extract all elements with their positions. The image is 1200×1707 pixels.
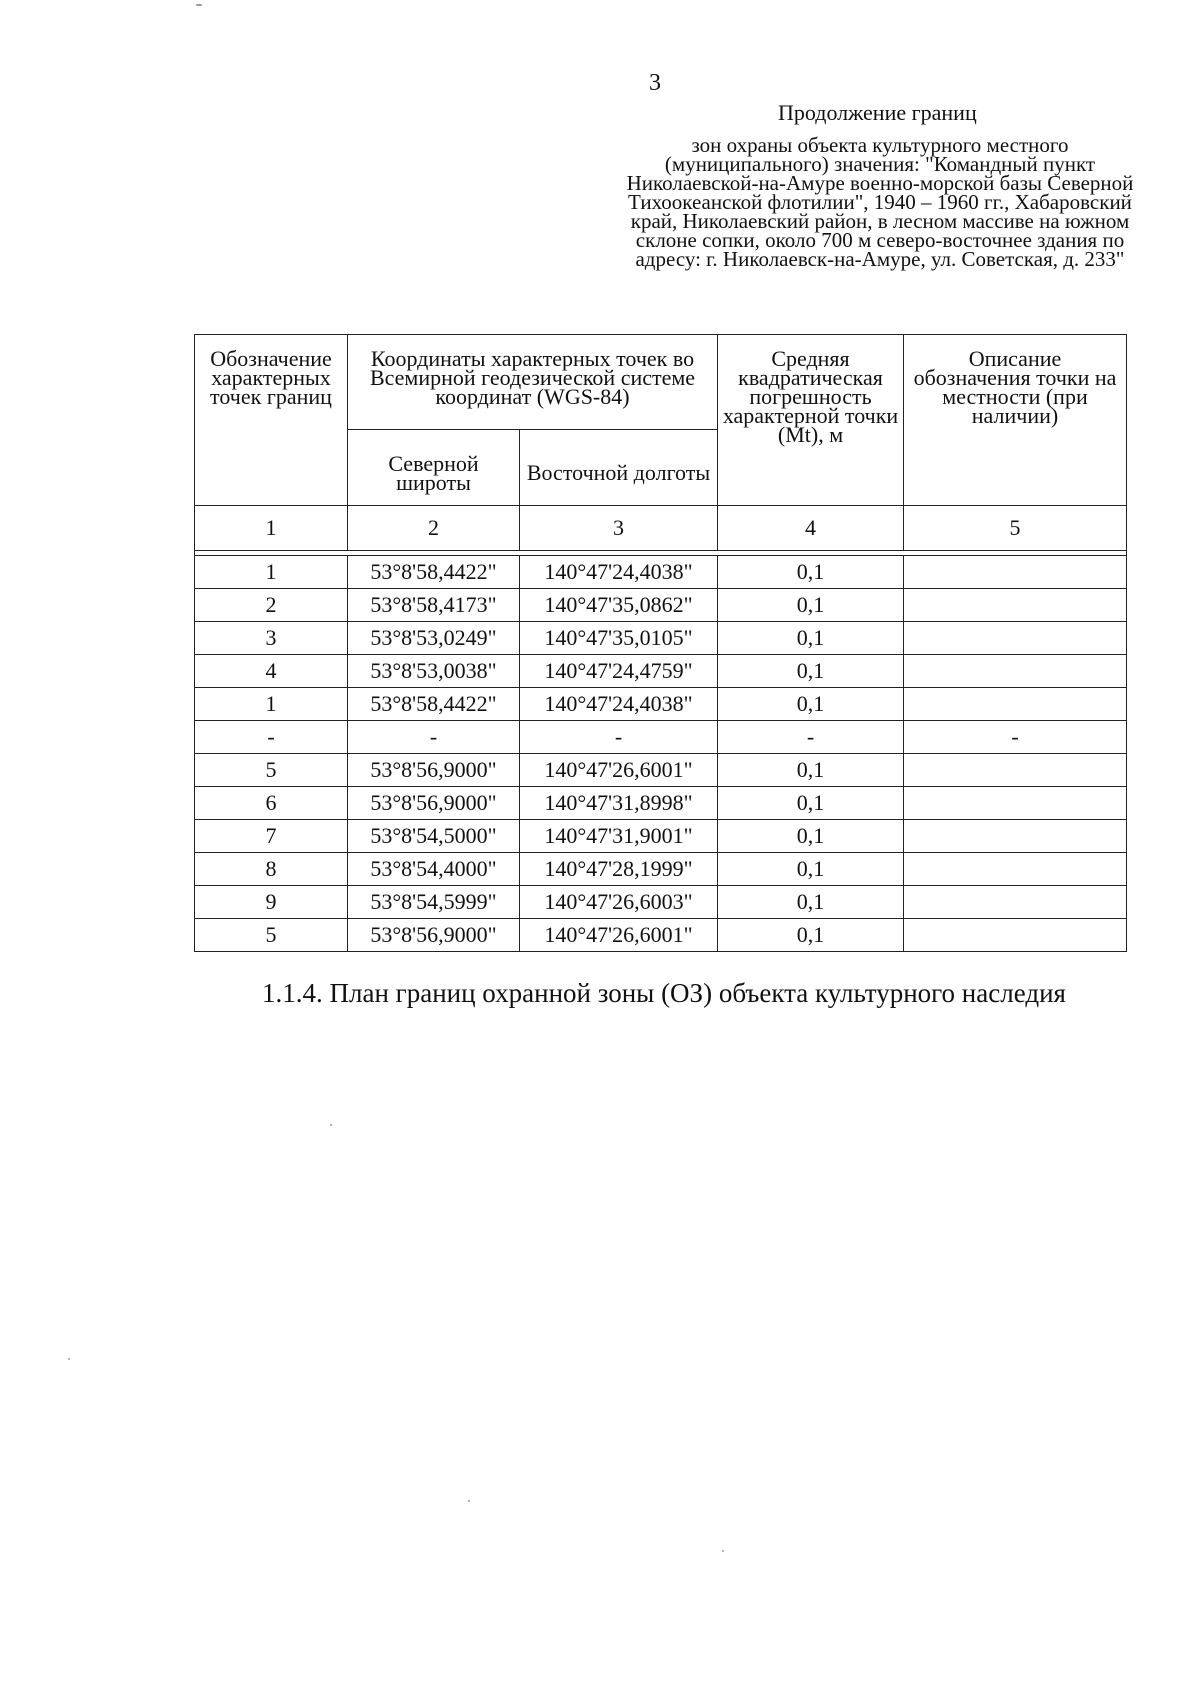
latitude-cell: 53°8'53,0038" bbox=[348, 655, 520, 688]
latitude-cell: 53°8'58,4422" bbox=[348, 556, 520, 589]
description-cell bbox=[904, 919, 1127, 952]
error-cell: 0,1 bbox=[718, 886, 904, 919]
point-id: 3 bbox=[195, 622, 348, 655]
column-number: 2 bbox=[348, 506, 520, 551]
point-id: 2 bbox=[195, 589, 348, 622]
column-number: 3 bbox=[520, 506, 718, 551]
point-id: 7 bbox=[195, 820, 348, 853]
latitude-cell: 53°8'54,5000" bbox=[348, 820, 520, 853]
latitude-cell: 53°8'54,5999" bbox=[348, 886, 520, 919]
description-cell bbox=[904, 688, 1127, 721]
scan-speck bbox=[722, 1550, 724, 1552]
latitude-cell: 53°8'56,9000" bbox=[348, 787, 520, 820]
error-cell: 0,1 bbox=[718, 688, 904, 721]
table-row bbox=[195, 820, 1127, 853]
latitude-cell: 53°8'56,9000" bbox=[348, 919, 520, 952]
error-cell: 0,1 bbox=[718, 655, 904, 688]
error-cell: 0,1 bbox=[718, 754, 904, 787]
longitude-cell: 140°47'35,0105" bbox=[520, 622, 718, 655]
description-cell bbox=[904, 622, 1127, 655]
latitude-cell: 53°8'56,9000" bbox=[348, 754, 520, 787]
description-cell bbox=[904, 820, 1127, 853]
point-id: 4 bbox=[195, 655, 348, 688]
longitude-cell: 140°47'35,0862" bbox=[520, 589, 718, 622]
table-row bbox=[195, 754, 1127, 787]
column-number-row bbox=[195, 506, 1127, 551]
error-cell: 0,1 bbox=[718, 853, 904, 886]
point-id: 1 bbox=[195, 688, 348, 721]
point-id: - bbox=[195, 721, 348, 754]
latitude-cell: 53°8'53,0249" bbox=[348, 622, 520, 655]
error-cell: 0,1 bbox=[718, 556, 904, 589]
header-description: Описание обозначения точки на местности (при наличии) bbox=[904, 335, 1127, 506]
scan-speck bbox=[468, 1500, 470, 1502]
longitude-cell: 140°47'31,8998" bbox=[520, 787, 718, 820]
table-row bbox=[195, 655, 1127, 688]
latitude-cell: - bbox=[348, 721, 520, 754]
point-id: 6 bbox=[195, 787, 348, 820]
table-row bbox=[195, 721, 1127, 754]
description-cell bbox=[904, 754, 1127, 787]
error-cell: 0,1 bbox=[718, 622, 904, 655]
table-row bbox=[195, 886, 1127, 919]
table-row bbox=[195, 589, 1127, 622]
latitude-cell: 53°8'58,4173" bbox=[348, 589, 520, 622]
header-latitude: Северной широты bbox=[348, 430, 520, 506]
longitude-cell: 140°47'28,1999" bbox=[520, 853, 718, 886]
table-row bbox=[195, 622, 1127, 655]
point-id: 1 bbox=[195, 556, 348, 589]
error-cell: 0,1 bbox=[718, 820, 904, 853]
scan-speck bbox=[196, 4, 202, 6]
longitude-cell: 140°47'26,6003" bbox=[520, 886, 718, 919]
longitude-cell: 140°47'26,6001" bbox=[520, 754, 718, 787]
header-designation: Обозначение характерных точек границ bbox=[195, 335, 348, 506]
description-cell bbox=[904, 589, 1127, 622]
error-cell: 0,1 bbox=[718, 787, 904, 820]
page-number: 3 bbox=[649, 70, 661, 96]
point-id: 5 bbox=[195, 919, 348, 952]
point-id: 5 bbox=[195, 754, 348, 787]
longitude-cell: 140°47'31,9001" bbox=[520, 820, 718, 853]
table-row bbox=[195, 853, 1127, 886]
table-row bbox=[195, 688, 1127, 721]
longitude-cell: 140°47'24,4759" bbox=[520, 655, 718, 688]
longitude-cell: 140°47'26,6001" bbox=[520, 919, 718, 952]
header-error: Средняя квадратическая погрешность характерной точки (Mt), м bbox=[718, 335, 904, 506]
error-cell: - bbox=[718, 721, 904, 754]
longitude-cell: - bbox=[520, 721, 718, 754]
description-cell bbox=[904, 787, 1127, 820]
scan-speck bbox=[68, 1358, 70, 1360]
scan-speck bbox=[330, 1124, 332, 1126]
table-row bbox=[195, 787, 1127, 820]
column-number: 4 bbox=[718, 506, 904, 551]
error-cell: 0,1 bbox=[718, 919, 904, 952]
table-row bbox=[195, 556, 1127, 589]
point-id: 8 bbox=[195, 853, 348, 886]
column-number: 1 bbox=[195, 506, 348, 551]
description-cell bbox=[904, 886, 1127, 919]
table-row bbox=[195, 919, 1127, 952]
section-heading: 1.1.4. План границ охранной зоны (ОЗ) объекта культурного наследия bbox=[262, 978, 1066, 1008]
column-number: 5 bbox=[904, 506, 1127, 551]
coordinates-table bbox=[194, 334, 1127, 952]
point-id: 9 bbox=[195, 886, 348, 919]
object-description: зон охраны объекта культурного местного (муниципального) значения: "Командный пункт Николаевской-на-Амуре военно-морской базы Северной Тихоокеанской флотилии", 1940 – 1960 гг., Хабаровский край, Николаевский район, в лесном массиве на южном склоне сопки, около 700 м северо-восточнее здания по адресу: г. Николаевск-на-Амуре, ул. Советская, д. 233" bbox=[626, 133, 1134, 271]
longitude-cell: 140°47'24,4038" bbox=[520, 688, 718, 721]
latitude-cell: 53°8'54,4000" bbox=[348, 853, 520, 886]
continuation-title: Продолжение границ bbox=[778, 100, 977, 125]
description-cell bbox=[904, 655, 1127, 688]
header-longitude: Восточной долготы bbox=[520, 430, 718, 506]
longitude-cell: 140°47'24,4038" bbox=[520, 556, 718, 589]
latitude-cell: 53°8'58,4422" bbox=[348, 688, 520, 721]
description-cell: - bbox=[904, 721, 1127, 754]
header-coordinates: Координаты характерных точек во Всемирной геодезической системе координат (WGS-84) bbox=[348, 335, 718, 430]
description-cell bbox=[904, 853, 1127, 886]
error-cell: 0,1 bbox=[718, 589, 904, 622]
description-cell bbox=[904, 556, 1127, 589]
